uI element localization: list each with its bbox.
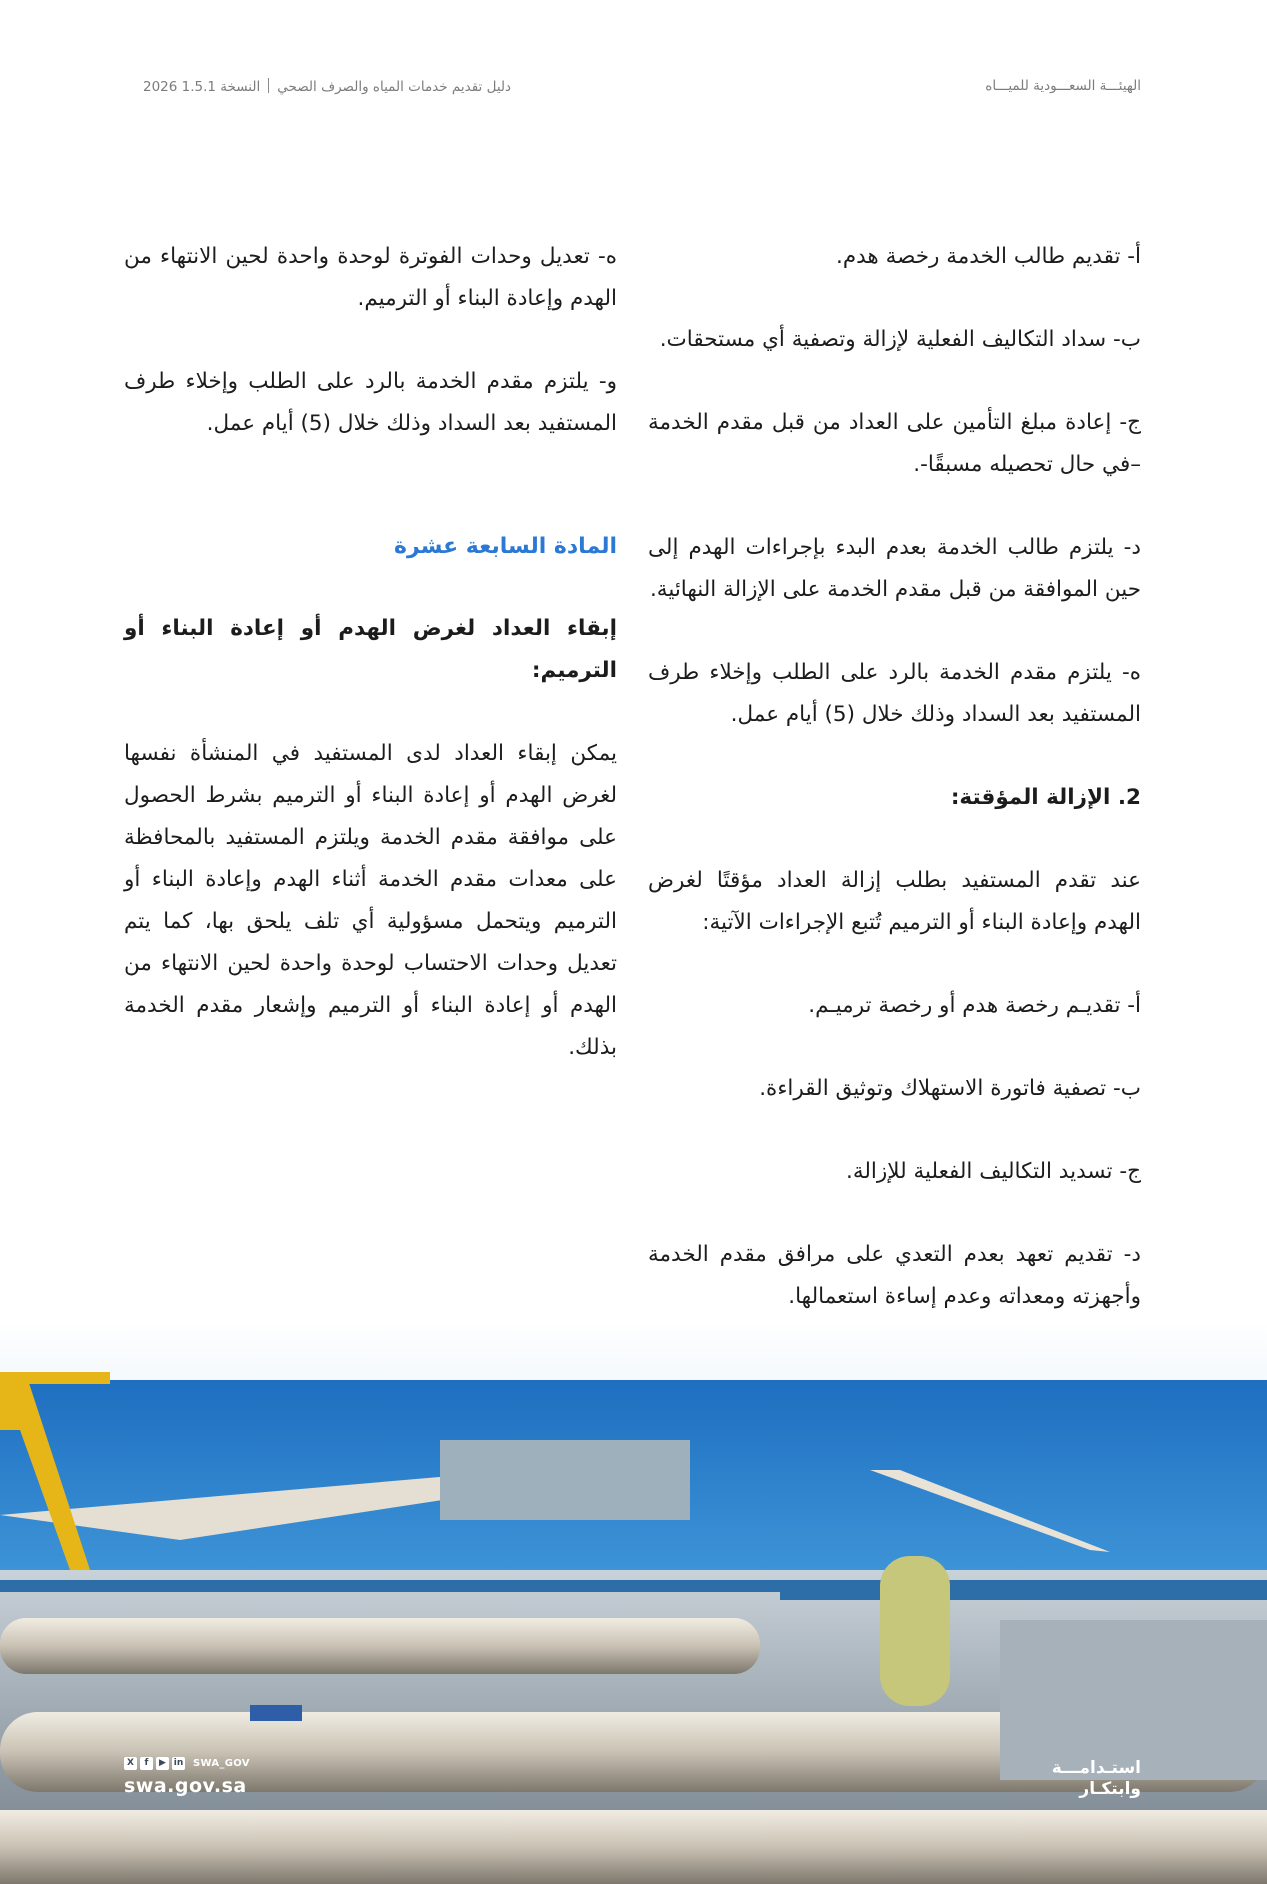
article-title: المادة السابعة عشرة	[394, 534, 617, 559]
website-link[interactable]: swa.gov.sa	[124, 1775, 247, 1797]
left-column	[124, 236, 617, 1110]
list-item: أ- تقديـم رخصة هدم أو رخصة ترميـم.	[808, 993, 1141, 1018]
list-item: ه- تعديل وحدات الفوترة لوحدة واحدة لحين الانتهاء من الهدم وإعادة البناء أو الترميم.	[124, 244, 617, 311]
x-icon[interactable]: X	[124, 1757, 137, 1770]
list-item: ب- سداد التكاليف الفعلية لإزالة وتصفية أي مستحقات.	[659, 327, 1141, 352]
organization-name: الهيئـــة السعـــودية للميـــاه	[985, 78, 1141, 94]
document-title: دليل تقديم خدمات المياه والصرف الصحي	[277, 79, 512, 95]
crane-beam	[0, 1372, 110, 1384]
social-links	[124, 1757, 250, 1770]
list-item: ه- يلتزم مقدم الخدمة بالرد على الطلب وإخلاء طرف المستفيد بعد السداد وذلك خلال (5) أيام عمل.	[648, 660, 1141, 727]
footer-contact	[124, 1757, 250, 1797]
list-item: د- يلتزم طالب الخدمة بعدم البدء بإجراءات الهدم إلى حين الموافقة من قبل مقدم الخدمة على الإزالة النهائية.	[648, 535, 1141, 602]
list-item: أ- تقديم طالب الخدمة رخصة هدم.	[835, 244, 1141, 269]
slogan-line: وابتكـار	[1079, 1779, 1141, 1799]
article-subheading: إبقاء العداد لغرض الهدم أو إعادة البناء أو الترميم:	[124, 616, 617, 683]
page-header	[143, 78, 1141, 102]
linkedin-icon[interactable]: in	[173, 1758, 184, 1768]
steel-rack	[0, 1580, 1267, 1592]
social-handle: SWA_GOV	[193, 1758, 250, 1769]
list-item: و- يلتزم مقدم الخدمة بالرد على الطلب وإخلاء طرف المستفيد بعد السداد وذلك خلال (5) أيام عمل.	[124, 369, 617, 436]
steel-rack-2	[780, 1592, 1267, 1600]
footer-slogan	[1052, 1758, 1141, 1800]
facebook-icon[interactable]: f	[140, 1757, 153, 1770]
green-pipes	[880, 1556, 950, 1706]
list-item: ج- تسديد التكاليف الفعلية للإزالة.	[846, 1159, 1141, 1184]
process-unit	[440, 1440, 690, 1520]
list-item: ج- إعادة مبلغ التأمين على العداد من قبل مقدم الخدمة –في حال تحصيله مسبقًا-.	[648, 410, 1141, 477]
unit-sign	[250, 1705, 302, 1721]
slogan-line: استـدامـــة	[1051, 1758, 1141, 1778]
document-version: النسخة 1.5.1 2026	[143, 79, 261, 95]
youtube-icon[interactable]: ▶	[156, 1757, 169, 1770]
list-item: ب- تصفية فاتورة الاستهلاك وتوثيق القراءة.	[759, 1076, 1141, 1101]
large-pipe-1	[0, 1618, 760, 1674]
header-divider	[268, 78, 269, 93]
section-heading: 2. الإزالة المؤقتة:	[950, 785, 1141, 810]
section-intro: عند تقدم المستفيد بطلب إزالة العداد مؤقتًا لغرض الهدم وإعادة البناء أو الترميم تُتبع الإجراءات الآتية:	[648, 868, 1141, 935]
large-pipe-3	[0, 1810, 1267, 1884]
road	[1000, 1620, 1267, 1780]
right-column	[648, 236, 1141, 1359]
list-item: د- تقديم تعهد بعدم التعدي على مرافق مقدم الخدمة وأجهزته ومعداته وعدم إساءة استعمالها.	[648, 1242, 1141, 1309]
document-title-version	[143, 78, 511, 95]
article-body: يمكن إبقاء العداد لدى المستفيد في المنشأة نفسها لغرض الهدم أو إعادة البناء أو الترميم بشرط الحصول على موافقة مقدم الخدمة ويلتزم المستفيد بالمحافظة على معدات مقدم الخدمة أثناء الهدم وإعادة البناء أو الترميم ويتحمل مسؤولية أي تلف يلحق بها، كما يتم تعديل وحدات الاحتساب لوحدة واحدة لحين الانتهاء من الهدم أو إعادة البناء أو الترميم وإشعار مقدم الخدمة بذلك.	[124, 741, 617, 1060]
